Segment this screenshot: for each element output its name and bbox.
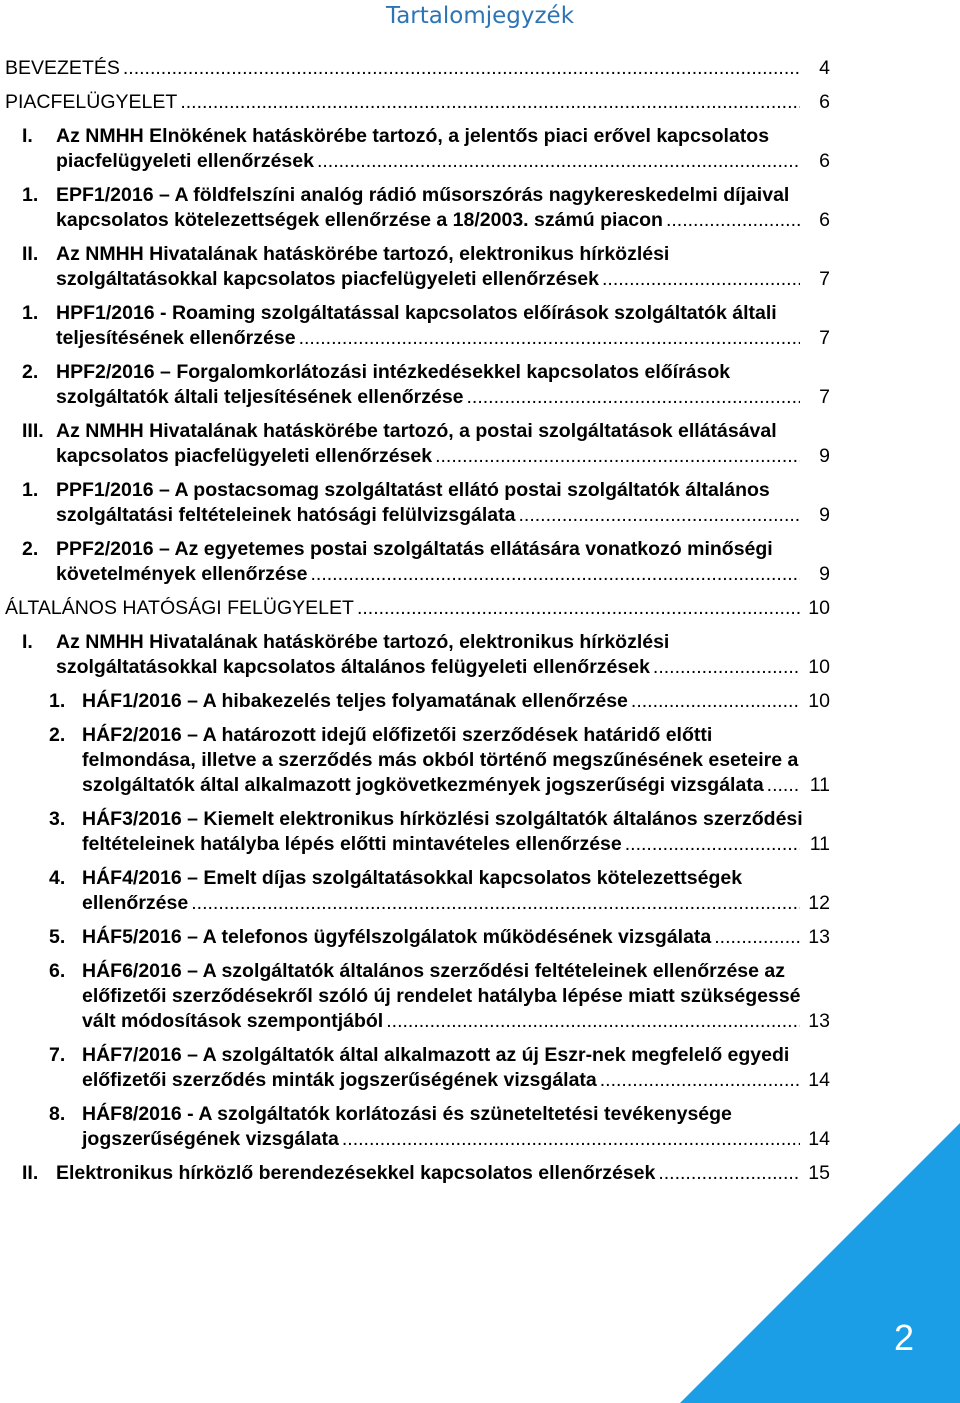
toc-entry-text: HÁF8/2016 - A szolgáltatók korlátozási és szüneteltetési tevékenysége jogszerűségének vizsgálata — [82, 1103, 732, 1150]
dot-leader — [357, 596, 800, 621]
toc-entry[interactable] — [0, 723, 960, 798]
dot-leader — [191, 891, 800, 916]
toc-entry-text: Az NMHH Hivatalának hatáskörébe tartozó, elektronikus hírközlési szolgáltatásokkal kapcsolatos piacfelügyeleti ellenőrzések — [56, 243, 670, 290]
toc-entry-number: 1. — [22, 302, 39, 324]
toc-entry-text: HÁF2/2016 – A határozott idejű előfizetői szerződések határidő előtti felmondása, illetve a szerződés más okból történő megszűnésének eseteire a szolgáltatók által alkalmazott jogkövetkezmények jogszerűségi vizsgálata — [82, 724, 799, 796]
dot-leader — [519, 503, 801, 528]
toc-entry-page: 4 — [819, 57, 830, 79]
toc-title: Tartalomjegyzék — [385, 3, 575, 29]
dot-leader — [714, 925, 800, 950]
toc-entry-page: 11 — [809, 833, 830, 855]
toc-entry[interactable] — [0, 1043, 960, 1093]
toc-entry-text: HPF2/2016 – Forgalomkorlátozási intézkedésekkel kapcsolatos előírások szolgáltatók általi teljesítésének ellenőrzése — [56, 361, 731, 408]
toc-entry-page: 6 — [819, 209, 830, 231]
table-of-contents — [0, 56, 960, 1195]
toc-entry-page: 11 — [809, 774, 830, 796]
dot-leader — [767, 773, 800, 798]
toc-entry-number: I. — [22, 125, 33, 147]
toc-entry[interactable] — [0, 183, 960, 233]
page-number: 2 — [893, 1317, 914, 1358]
toc-entry-number: II. — [22, 1162, 39, 1184]
toc-entry-text: PPF1/2016 – A postacsomag szolgáltatást ellátó postai szolgáltatók általános szolgáltatási feltételeinek hatósági felülvizsgálata — [56, 479, 770, 526]
toc-entry-page: 7 — [819, 327, 830, 349]
dot-leader — [123, 56, 800, 81]
toc-entry-page: 7 — [819, 268, 830, 290]
toc-entry-text: EPF1/2016 – A földfelszíni analóg rádió műsorszórás nagykereskedelmi díjaival kapcsolatos kötelezettségek ellenőrzése a 18/2003. számú piacon — [56, 184, 790, 231]
toc-entry[interactable] — [0, 630, 960, 680]
toc-entry-page: 7 — [819, 386, 830, 408]
toc-entry[interactable] — [0, 959, 960, 1034]
toc-entry-number: 2. — [22, 538, 39, 560]
toc-entry-page: 10 — [808, 656, 830, 678]
toc-entry-text: Az NMHH Hivatalának hatáskörébe tartozó, a postai szolgáltatások ellátásával kapcsolatos piacfelügyeleti ellenőrzések — [56, 420, 777, 467]
toc-entry[interactable] — [0, 56, 960, 81]
corner-triangle — [680, 1123, 960, 1403]
toc-entry-number: 2. — [22, 361, 39, 383]
toc-entry-number: II. — [22, 243, 39, 265]
toc-entry-number: I. — [22, 631, 33, 653]
toc-entry[interactable] — [0, 807, 960, 857]
toc-entry[interactable] — [0, 925, 960, 950]
toc-entry-page: 6 — [819, 150, 830, 172]
toc-entry-text: BEVEZETÉS — [5, 57, 120, 79]
toc-entry[interactable] — [0, 90, 960, 115]
toc-entry-text: HÁF4/2016 – Emelt díjas szolgáltatásokkal kapcsolatos kötelezettségek ellenőrzése — [82, 867, 743, 914]
toc-entry-number: 1. — [22, 184, 39, 206]
toc-entry-page: 9 — [819, 504, 830, 526]
toc-entry-text: HÁF1/2016 – A hibakezelés teljes folyamatának ellenőrzése — [82, 690, 628, 712]
toc-entry-text: HÁF5/2016 – A telefonos ügyfélszolgálatok működésének vizsgálata — [82, 926, 712, 948]
toc-entry-number: 1. — [22, 479, 39, 501]
dot-leader — [180, 90, 800, 115]
toc-entry[interactable] — [0, 360, 960, 410]
dot-leader — [631, 689, 800, 714]
toc-entry[interactable] — [0, 124, 960, 174]
dot-leader — [310, 562, 800, 587]
toc-entry-page: 12 — [808, 892, 830, 914]
toc-entry-page: 14 — [808, 1128, 830, 1150]
dot-leader — [467, 385, 800, 410]
toc-entry-text: HÁF3/2016 – Kiemelt elektronikus hírközlési szolgáltatók általános szerződési feltételeinek hatályba lépés előtti mintavételes ellenőrzése — [82, 808, 803, 855]
dot-leader — [386, 1009, 800, 1034]
toc-entry-number: 4. — [49, 867, 66, 889]
toc-entry-page: 10 — [808, 690, 830, 712]
toc-entry[interactable] — [0, 301, 960, 351]
toc-entry-number: 5. — [49, 926, 66, 948]
toc-entry-number: 8. — [49, 1103, 66, 1125]
toc-entry[interactable] — [0, 596, 960, 621]
toc-entry-text: Az NMHH Elnökének hatáskörébe tartozó, a jelentős piaci erővel kapcsolatos piacfelügyeleti ellenőrzések — [56, 125, 770, 172]
dot-leader — [625, 832, 800, 857]
toc-entry-number: 2. — [49, 724, 66, 746]
toc-entry[interactable] — [0, 537, 960, 587]
toc-entry-text: PPF2/2016 – Az egyetemes postai szolgáltatás ellátására vonatkozó minőségi követelmények ellenőrzése — [56, 538, 773, 585]
dot-leader — [602, 267, 800, 292]
toc-entry-page: 9 — [819, 563, 830, 585]
toc-entry-page: 9 — [819, 445, 830, 467]
dot-leader — [299, 326, 800, 351]
dot-leader — [317, 149, 800, 174]
toc-entry[interactable] — [0, 866, 960, 916]
toc-entry-page: 10 — [808, 597, 830, 619]
toc-entry-text: HPF1/2016 - Roaming szolgáltatással kapcsolatos előírások szolgáltatók általi teljesítésének ellenőrzése — [56, 302, 777, 349]
toc-entry-number: 6. — [49, 960, 66, 982]
toc-entry-number: 1. — [49, 690, 66, 712]
toc-entry-page: 13 — [808, 1010, 830, 1032]
toc-entry-text: PIACFELÜGYELET — [5, 91, 178, 113]
dot-leader — [666, 208, 800, 233]
toc-entry-page: 6 — [819, 91, 830, 113]
toc-entry-number: III. — [22, 420, 44, 442]
toc-entry-page: 14 — [808, 1069, 830, 1091]
toc-entry[interactable] — [0, 689, 960, 714]
toc-entry-text: HÁF6/2016 – A szolgáltatók általános szerződési feltételeinek ellenőrzése az előfizetői szerződésekről szóló új rendelet hatályba lépése miatt szükségessé vált módosítások szempontjából — [82, 960, 801, 1032]
toc-entry-text: Elektronikus hírközlő berendezésekkel kapcsolatos ellenőrzések — [56, 1162, 656, 1184]
dot-leader — [653, 655, 800, 680]
dot-leader — [435, 444, 800, 469]
toc-entry-page: 15 — [808, 1162, 830, 1184]
toc-entry[interactable] — [0, 242, 960, 292]
toc-entry-number: 3. — [49, 808, 66, 830]
toc-entry-text: ÁLTALÁNOS HATÓSÁGI FELÜGYELET — [5, 597, 354, 619]
toc-entry-number: 7. — [49, 1044, 66, 1066]
toc-entry-page: 13 — [808, 926, 830, 948]
dot-leader — [600, 1068, 800, 1093]
toc-entry-text: Az NMHH Hivatalának hatáskörébe tartozó, elektronikus hírközlési szolgáltatásokkal kapcsolatos általános felügyeleti ellenőrzések — [56, 631, 670, 678]
toc-entry-text: HÁF7/2016 – A szolgáltatók által alkalmazott az új Eszr-nek megfelelő egyedi előfizetői szerződés minták jogszerűségének vizsgálata — [82, 1044, 790, 1091]
toc-entry[interactable] — [0, 478, 960, 528]
toc-entry[interactable] — [0, 419, 960, 469]
